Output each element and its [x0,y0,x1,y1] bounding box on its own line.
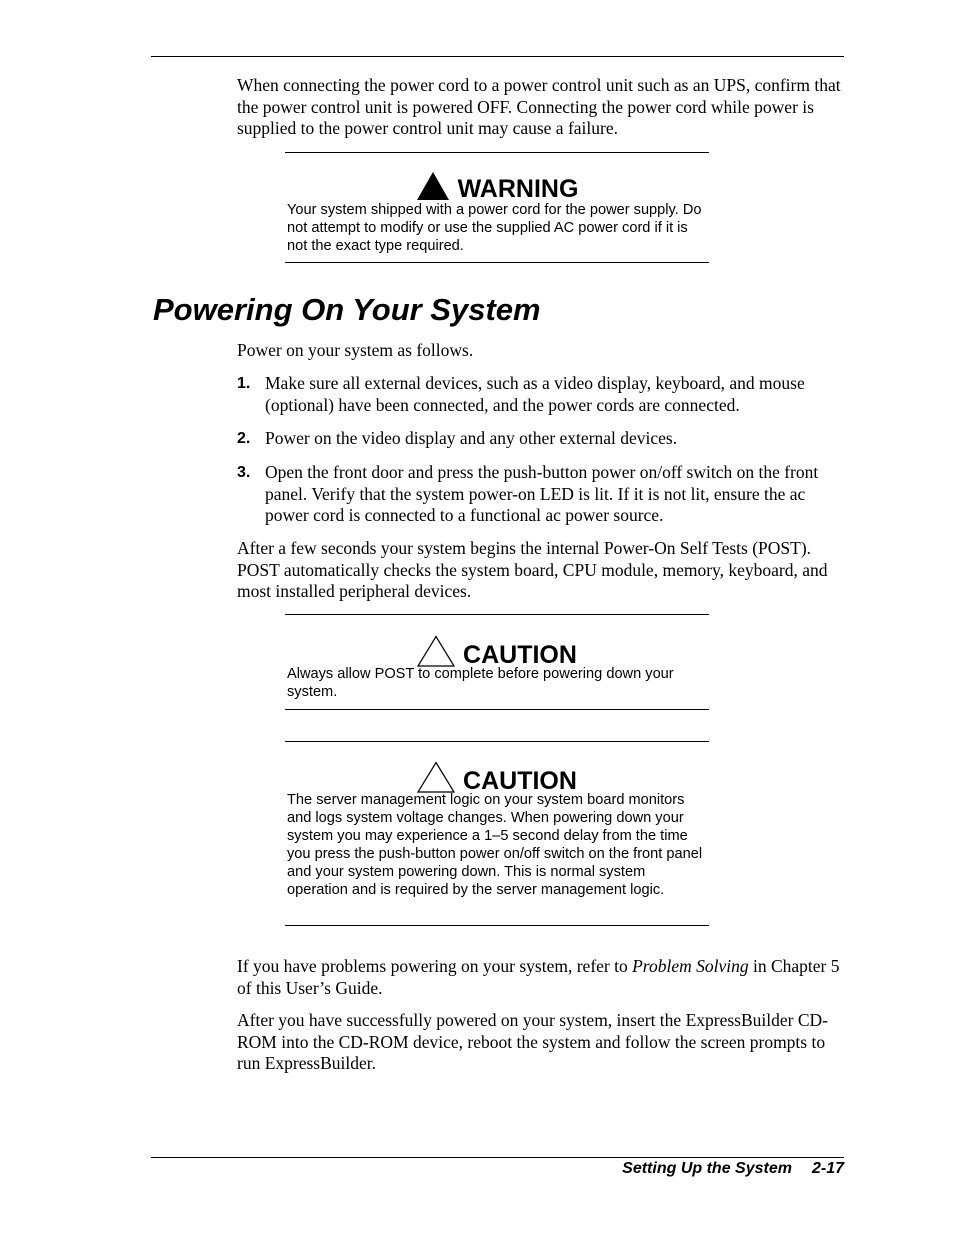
final-paragraph: After you have successfully powered on your system, insert the ExpressBuilder CD-ROM into the CD-ROM device, reboot the system and follow the screen prompts to run ExpressBuilder. [237,1010,828,1073]
problems-paragraph [237,956,847,999]
caution-text: Always allow POST to complete before powering down your system. [287,666,674,700]
step-text: Power on the video display and any other external devices. [265,428,678,448]
warning-box [285,152,709,263]
header-rule [151,56,844,57]
caution-text: The server management logic on your system board monitors and logs system voltage changes. When powering down your system you may experience a 1–5 second delay from the time you press the push-button power on/off switch on the front panel and your system powering down. This is normal system operation and is required by the server management logic. [287,792,703,898]
caution-heading-text: CAUTION [463,641,577,669]
footer-page-number: 2-17 [811,1160,844,1177]
caution-heading-text: CAUTION [463,767,577,795]
problems-text-after: in Chapter 5 of this User’s Guide. [237,956,840,998]
step-number: 3. [237,464,251,481]
page-footer [500,1158,844,1180]
step-number: 1. [237,375,251,392]
section-title: Powering On Your System [153,292,541,327]
step-number: 2. [237,430,251,447]
step-item [237,373,847,416]
caution-box [285,741,709,926]
intro-paragraph: When connecting the power cord to a power control unit such as an UPS, confirm that the power control unit is powered OFF. Connecting the power cord while power is supplied to the power control unit may cause a failure. [237,75,841,138]
step-item [237,428,847,450]
step-text: Make sure all external devices, such as a video display, keyboard, and mouse (optional) have been connected, and the power cords are connected. [265,373,805,415]
footer-chapter-title: Setting Up the System [622,1160,792,1177]
caution-box [285,614,709,710]
step-text: Open the front door and press the push-button power on/off switch on the front panel. Verify that the system power-on LED is lit. If it is not lit, ensure the ac power cord is connected to a functional ac power source. [265,462,819,525]
warning-text: Your system shipped with a power cord for the power supply. Do not attempt to modify or use the supplied AC power cord if it is not the exact type required. [287,202,702,254]
post-paragraph: After a few seconds your system begins the internal Power-On Self Tests (POST). POST automatically checks the system board, CPU module, memory, keyboard, and most installed peripheral devices. [237,538,828,601]
lead-paragraph: Power on your system as follows. [237,340,474,360]
problems-text-before: If you have problems powering on your system, refer to [237,956,633,976]
problem-solving-reference: Problem Solving [632,956,749,976]
warning-heading-text: WARNING [457,175,579,203]
step-item [237,462,847,527]
